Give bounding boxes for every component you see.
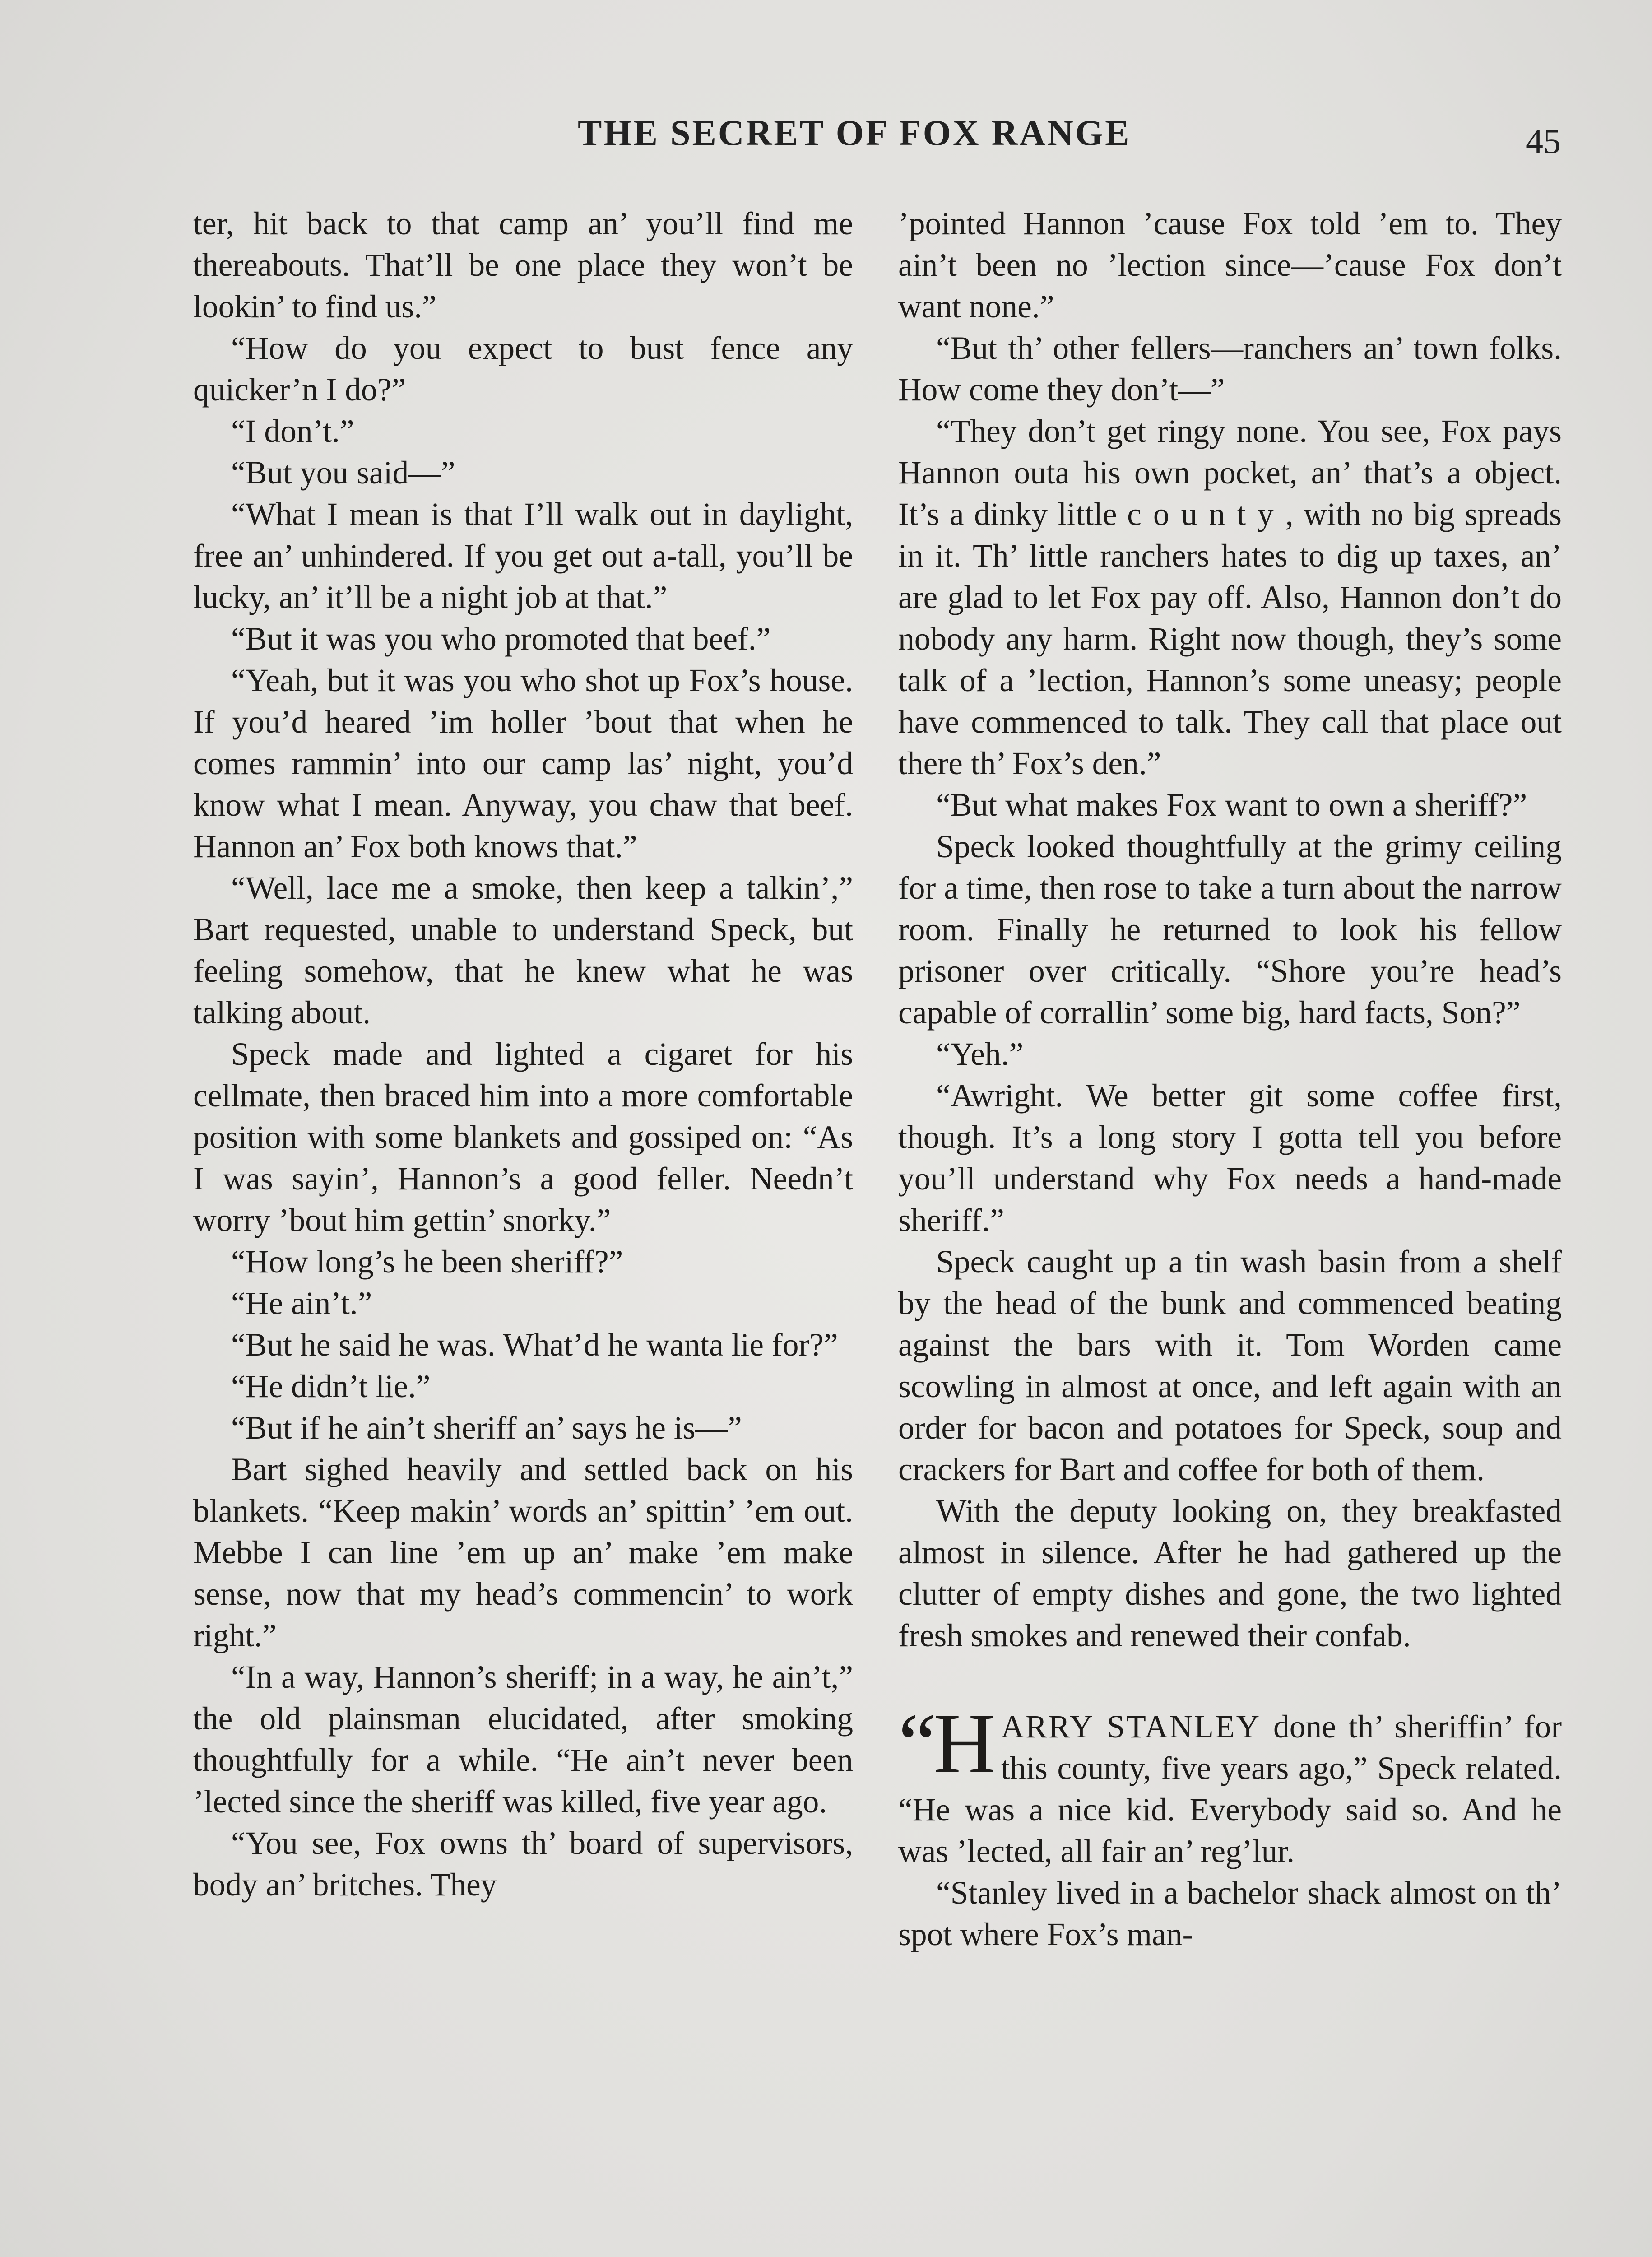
paragraph: “I don’t.” bbox=[231, 413, 354, 449]
paragraph: Speck made and lighted a cigaret for his cellmate, then braced him into a more comfortable position with some blankets and gossiped on: “As I was sayin’, Hannon’s a good feller. Needn’t worry ’bout him gettin’ snorky.” bbox=[193, 1036, 853, 1238]
paragraph: “Yeh.” bbox=[936, 1036, 1024, 1072]
paragraph: “In a way, Hannon’s sheriff; in a way, he ain’t,” the old plainsman elucidated, after smoking thoughtfully for a while. “He ain’t never been ’lected since the sheriff was killed, five year ago. bbox=[193, 1659, 853, 1820]
paragraph: “They don’t get ringy none. You see, Fox pays Hannon outa his own pocket, an’ that’s a object. It’s a dinky little county, with no big spreads in it. Th’ little ranchers hates to dig up taxes, an’ are glad to let Fox pay off. Also, Hannon don’t do nobody any harm. Right now though, they’s some talk of a ’lection, Hannon’s some uneasy; people have commenced to talk. They call that place out there th’ Fox’s den.” bbox=[898, 413, 1562, 781]
section-opening-words: ARRY STANLEY bbox=[1001, 1709, 1261, 1745]
paragraph: “What I mean is that I’ll walk out in daylight, free an’ unhindered. If you get out a-tall, you’ll be lucky, an’ it’ll be a night job at that.” bbox=[193, 497, 853, 615]
paragraph: “But he said he was. What’d he wanta lie for?” bbox=[231, 1327, 838, 1363]
paragraph: “Well, lace me a smoke, then keep a talkin’,” Bart requested, unable to understand Speck, but feeling somehow, that he knew what he was talking about. bbox=[193, 870, 853, 1031]
running-title: THE SECRET OF FOX RANGE bbox=[578, 113, 1131, 153]
paragraph: “Yeah, but it was you who shot up Fox’s house. If you’d heared ’im holler ’bout that when he comes rammin’ into our camp las’ night, you’d know what I mean. Anyway, you chaw that beef. Hannon an’ Fox both knows that.” bbox=[193, 663, 853, 864]
paragraph: Bart sighed heavily and settled back on his blankets. “Keep makin’ words an’ spittin’ ’em out. Mebbe I can line ’em up an’ make ’em make sense, now that my head’s commencin’ to work right.” bbox=[193, 1452, 853, 1653]
paragraph: With the deputy looking on, they breakfasted almost in silence. After he had gathered up the clutter of empty dishes and gone, the two lighted fresh smokes and renewed their confab. bbox=[898, 1493, 1562, 1653]
paragraph: ter, hit back to that camp an’ you’ll find me thereabouts. That’ll be one place they won’t be lookin’ to find us.” bbox=[193, 206, 853, 325]
section-opening-text: done th’ sheriffin’ for this county, five years ago,” Speck related. “He was a nice kid. Everybody said so. And he was ’lected, all fair an’ reg’lur. bbox=[898, 1709, 1562, 1869]
paragraph: “How long’s he been sheriff?” bbox=[231, 1244, 623, 1280]
paragraph: “But if he ain’t sheriff an’ says he is—” bbox=[231, 1410, 742, 1446]
right-column-paragraphs bbox=[898, 203, 1562, 1657]
paragraph: “Awright. We better git some coffee first, though. It’s a long story I gotta tell you before you’ll understand why Fox needs a hand-made sheriff.” bbox=[898, 1078, 1562, 1238]
paragraph: “He ain’t.” bbox=[231, 1286, 372, 1321]
paragraph: Speck caught up a tin wash basin from a shelf by the head of the bunk and commenced beating against the bars with it. Tom Worden came scowling in almost at once, and left again with an order for bacon and potatoes for Speck, soup and crackers for Bart and coffee for both of them. bbox=[898, 1244, 1562, 1487]
paragraph: ’pointed Hannon ’cause Fox told ’em to. They ain’t been no ’lection since—’cause Fox don’t want none.” bbox=[898, 206, 1562, 325]
paragraph: “He didn’t lie.” bbox=[231, 1369, 431, 1404]
paragraph: “But you said—” bbox=[231, 455, 455, 491]
page-number: 45 bbox=[1526, 121, 1561, 161]
paragraph: “You see, Fox owns th’ board of supervisors, body an’ britches. They bbox=[193, 1825, 853, 1903]
paragraph: “Stanley lived in a bachelor shack almost on th’ spot where Fox’s man- bbox=[898, 1875, 1562, 1952]
paragraph: “But what makes Fox want to own a sheriff?” bbox=[936, 787, 1527, 823]
left-column bbox=[193, 203, 853, 1906]
section-break bbox=[898, 1696, 1562, 1955]
paragraph: “How do you expect to bust fence any quicker’n I do?” bbox=[193, 330, 853, 408]
right-column bbox=[898, 203, 1562, 1955]
paragraph: “But th’ other fellers—ranchers an’ town folks. How come they don’t—” bbox=[898, 330, 1562, 408]
paragraph: “But it was you who promoted that beef.” bbox=[231, 621, 771, 657]
page-header bbox=[0, 108, 1652, 161]
paragraph: Speck looked thoughtfully at the grimy ceiling for a time, then rose to take a turn about the narrow room. Finally he returned to look his fellow prisoner over critically. “Shore you’re head’s capable of corrallin’ some big, hard facts, Son?” bbox=[898, 829, 1562, 1031]
drop-cap: “H bbox=[898, 1696, 993, 1791]
